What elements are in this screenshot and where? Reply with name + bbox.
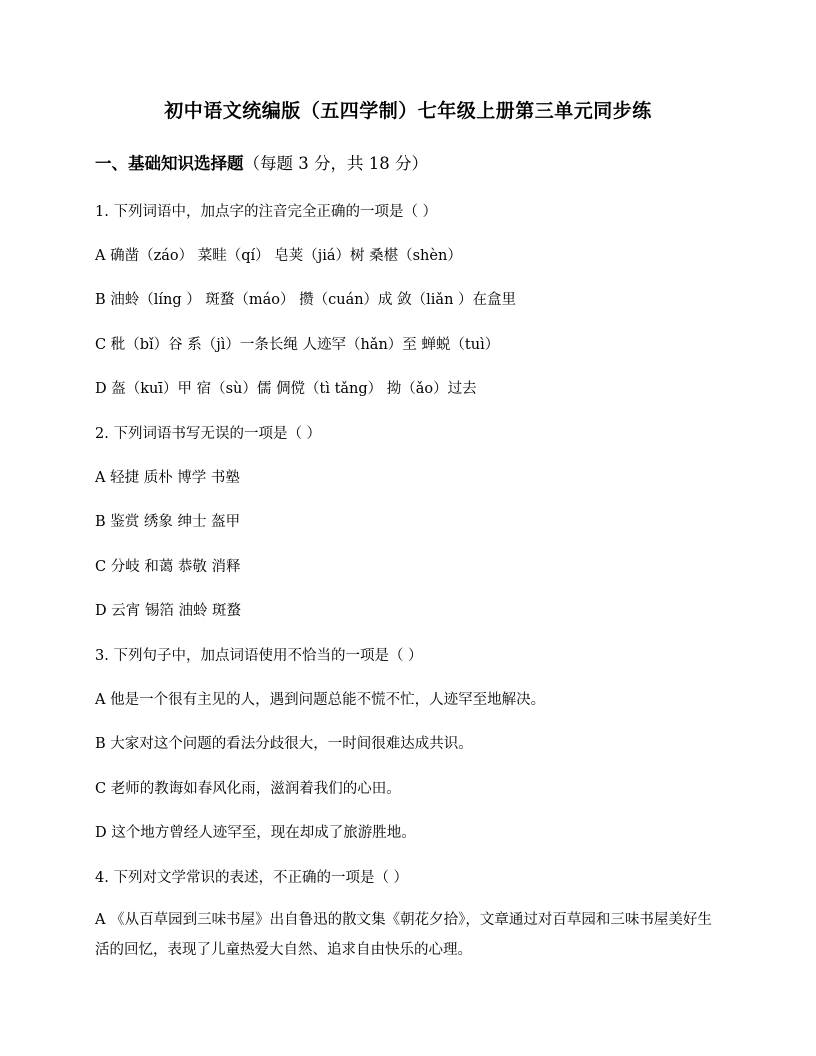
section-heading-label: 一、基础知识选择题 (95, 154, 244, 173)
question-option: B 油蛉（líng ） 斑蝥（máo） 攒（cuán）成 敛（liǎn ）在盒里 (95, 292, 517, 308)
question-option: A 确凿（záo） 菜畦（qí） 皂荚（jiá）树 桑椹（shèn） (95, 248, 462, 264)
question-stem: 2. 下列词语书写无误的一项是（ ） (95, 426, 322, 442)
question-stem: 1. 下列词语中，加点字的注音完全正确的一项是（ ） (95, 204, 438, 220)
section-heading (95, 150, 428, 174)
question-option: D 这个地方曾经人迹罕至，现在却成了旅游胜地。 (95, 825, 416, 841)
section-heading-note: （每题 3 分，共 18 分） (243, 154, 428, 173)
question-option: A 轻捷 质朴 博学 书塾 (95, 470, 240, 486)
question-stem: 4. 下列对文学常识的表述，不正确的一项是（ ） (95, 870, 409, 886)
question-option: B 鉴赏 绣象 绅士 盔甲 (95, 514, 241, 530)
question-option: C 分岐 和蔼 恭敬 消释 (95, 559, 241, 575)
question-stem: 3. 下列句子中，加点词语使用不恰当的一项是（ ） (95, 648, 423, 664)
question-option: B 大家对这个问题的看法分歧很大，一时间很难达成共识。 (95, 736, 473, 752)
question-option: D 盔（kuī）甲 宿（sù）儒 倜傥（tì tǎng） 拗（ǎo）过去 (95, 381, 477, 397)
question-option: D 云宵 锡箔 油蛉 斑蝥 (95, 603, 242, 619)
question-option: A 《从百草园到三味书屋》出自鲁迅的散文集《朝花夕拾》，文章通过对百草园和三味书屋美好生活的回忆，表现了儿童热爱大自然、追求自由快乐的心理。 (95, 912, 712, 958)
document-title: 初中语文统编版（五四学制）七年级上册第三单元同步练 (164, 100, 652, 122)
question-option: C 秕（bǐ）谷 系（jì）一条长绳 人迹罕（hǎn）至 蝉蜕（tuì） (95, 337, 500, 353)
question-option: A 他是一个很有主见的人，遇到问题总能不慌不忙，人迹罕至地解决。 (95, 692, 546, 708)
question-option: C 老师的教诲如春风化雨，滋润着我们的心田。 (95, 781, 401, 797)
